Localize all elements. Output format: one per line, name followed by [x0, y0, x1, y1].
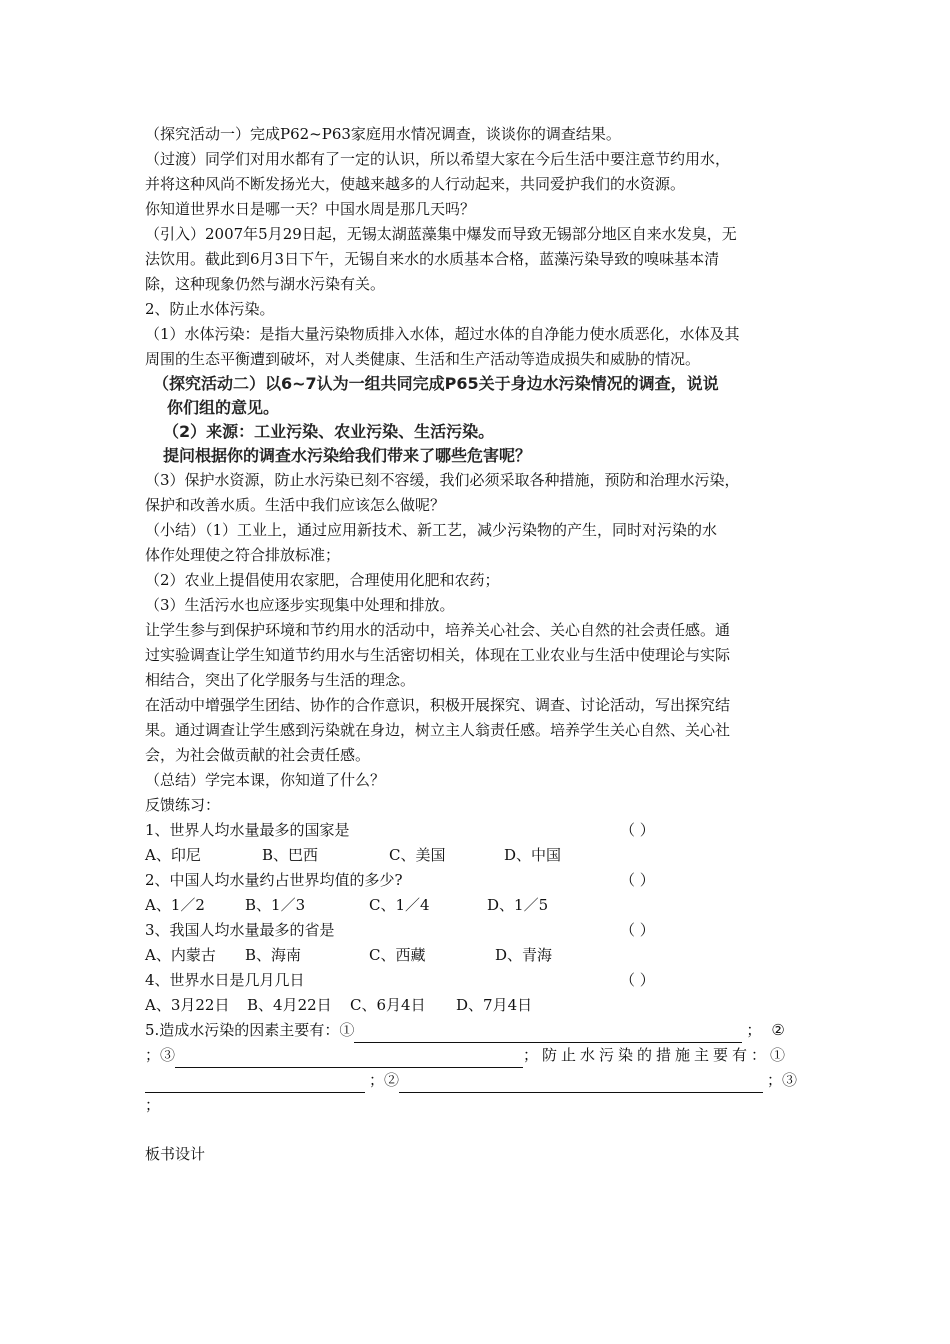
feedback-heading: 反馈练习： [145, 796, 221, 814]
option-d[interactable]: D、中国 [504, 846, 562, 864]
water-day-question: 你知道世界水日是哪一天？中国水周是那几天吗？ [145, 200, 476, 218]
option-c[interactable]: C、美国 [389, 846, 446, 864]
goal-line-1: 让学生参与到保护环境和节约用水的活动中，培养关心社会、关心自然的社会责任感。通 [145, 621, 731, 639]
answer-blank[interactable]: （ ） [620, 921, 655, 939]
fill-line-1 [145, 1018, 810, 1043]
question-text: 1、世界人均水量最多的国家是 [145, 821, 350, 839]
sources-line: （2）来源：工业污染、农业污染、生活污染。 [163, 422, 495, 441]
option-c[interactable]: C、1／4 [369, 896, 430, 914]
summary-line-3: （2）农业上提倡使用农家肥，合理使用化肥和农药； [145, 571, 500, 589]
option-d[interactable]: D、1／5 [487, 896, 549, 914]
document-body [145, 122, 810, 1167]
activity2-line-2: 你们组的意见。 [167, 398, 280, 417]
quiz-question [145, 868, 810, 893]
option-b[interactable]: B、海南 [245, 946, 302, 964]
option-b[interactable]: B、1／3 [245, 896, 306, 914]
option-d[interactable]: D、青海 [495, 946, 553, 964]
answer-blank[interactable]: （ ） [620, 971, 655, 989]
answer-blank[interactable]: （ ） [620, 871, 655, 889]
circled-2: ② [771, 1021, 785, 1039]
end-semicolon: ； [145, 1096, 161, 1114]
circled-2b-label: ；② [369, 1071, 400, 1089]
section-heading: 2、防止水体污染。 [145, 300, 275, 318]
quiz-options [145, 943, 810, 968]
goal-line-6: 会，为社会做贡献的社会责任感。 [145, 746, 371, 764]
answer-blank-prevent-2[interactable] [399, 1074, 763, 1093]
summary-line-4: （3）生活污水也应逐步实现集中处理和排放。 [145, 596, 455, 614]
goal-line-5: 果。通过调查让学生感到污染就在身边，树立主人翁责任感。培养学生关心自然、关心社 [145, 721, 731, 739]
goal-line-3: 相结合，突出了化学服务与生活的理念。 [145, 671, 416, 689]
answer-blank-cause-3[interactable] [175, 1049, 523, 1068]
quiz-question [145, 818, 810, 843]
quiz-options [145, 993, 810, 1018]
activity1-text: （探究活动一）完成P62~P63家庭用水情况调查，谈谈你的调查结果。 [145, 125, 621, 143]
protect-line-2: 保护和改善水质。生活中我们应该怎么做呢？ [145, 496, 446, 514]
option-b[interactable]: B、巴西 [262, 846, 319, 864]
option-b[interactable]: B、4月22日 [247, 996, 332, 1014]
quiz-options [145, 843, 810, 868]
semicolon: ； [746, 1021, 762, 1039]
definition-line-1: （1）水体污染：是指大量污染物质排入水体，超过水体的自净能力使水质恶化，水体及其 [145, 325, 740, 343]
option-a[interactable]: A、内蒙古 [145, 946, 216, 964]
option-d[interactable]: D、7月4日 [456, 996, 533, 1014]
activity2-line-1: （探究活动二）以6~7认为一组共同完成P65关于身边水污染情况的调查，说说 [153, 374, 719, 393]
answer-blank-cause-1[interactable] [354, 1024, 742, 1043]
quiz-options [145, 893, 810, 918]
conclusion-line: （总结）学完本课，你知道了什么？ [145, 771, 386, 789]
answer-blank[interactable]: （ ） [620, 821, 655, 839]
answer-blank-prevent-1[interactable] [145, 1074, 365, 1093]
option-c[interactable]: C、西藏 [369, 946, 426, 964]
circled-3b-label: ；③ [767, 1071, 798, 1089]
quiz-question [145, 918, 810, 943]
protect-line-1: （3）保护水资源，防止水污染已刻不容缓，我们必须采取各种措施，预防和治理水污染， [145, 471, 740, 489]
summary-line-1: （小结）（1）工业上，通过应用新技术、新工艺，减少污染物的产生，同时对污染的水 [145, 521, 718, 539]
option-c[interactable]: C、6月4日 [350, 996, 426, 1014]
lead-line-1: （引入）2007年5月29日起，无锡太湖蓝藻集中爆发而导致无锡部分地区自来水发臭，无 [145, 225, 737, 243]
fill-line-3 [145, 1068, 810, 1093]
lead-line-3: 除，这种现象仍然与湖水污染有关。 [145, 275, 386, 293]
q5-lead: 5.造成水污染的因素主要有：① [145, 1021, 355, 1039]
option-a[interactable]: A、印尼 [145, 846, 201, 864]
prevent-label: ；防止水污染的措施主要有：① [523, 1046, 790, 1064]
harm-question: 提问根据你的调查水污染给我们带来了哪些危害呢？ [163, 446, 532, 465]
goal-line-4: 在活动中增强学生团结、协作的合作意识，积极开展探究、调查、讨论活动，写出探究结 [145, 696, 731, 714]
summary-line-2: 体作处理使之符合排放标准； [145, 546, 341, 564]
circled-3-label: ；③ [145, 1046, 176, 1064]
option-a[interactable]: A、3月22日 [145, 996, 230, 1014]
question-text: 4、世界水日是几月几日 [145, 971, 305, 989]
quiz-question [145, 968, 810, 993]
definition-line-2: 周围的生态平衡遭到破坏，对人类健康、生活和生产活动等造成损失和威胁的情况。 [145, 350, 701, 368]
fill-line-2 [145, 1043, 810, 1068]
transition-line-1: （过渡）同学们对用水都有了一定的认识，所以希望大家在今后生活中要注意节约用水， [145, 150, 731, 168]
board-design-label: 板书设计 [145, 1145, 206, 1163]
question-text: 3、我国人均水量最多的省是 [145, 921, 335, 939]
fill-line-4 [145, 1093, 810, 1118]
lead-line-2: 法饮用。截此到6月3日下午，无锡自来水的水质基本合格，蓝藻污染导致的嗅味基本清 [145, 250, 720, 268]
question-text: 2、中国人均水量约占世界均值的多少? [145, 871, 403, 889]
transition-line-2: 并将这种风尚不断发扬光大，使越来越多的人行动起来，共同爱护我们的水资源。 [145, 175, 686, 193]
option-a[interactable]: A、1／2 [145, 896, 205, 914]
goal-line-2: 过实验调查让学生知道节约用水与生活密切相关，体现在工业农业与生活中使理论与实际 [145, 646, 731, 664]
